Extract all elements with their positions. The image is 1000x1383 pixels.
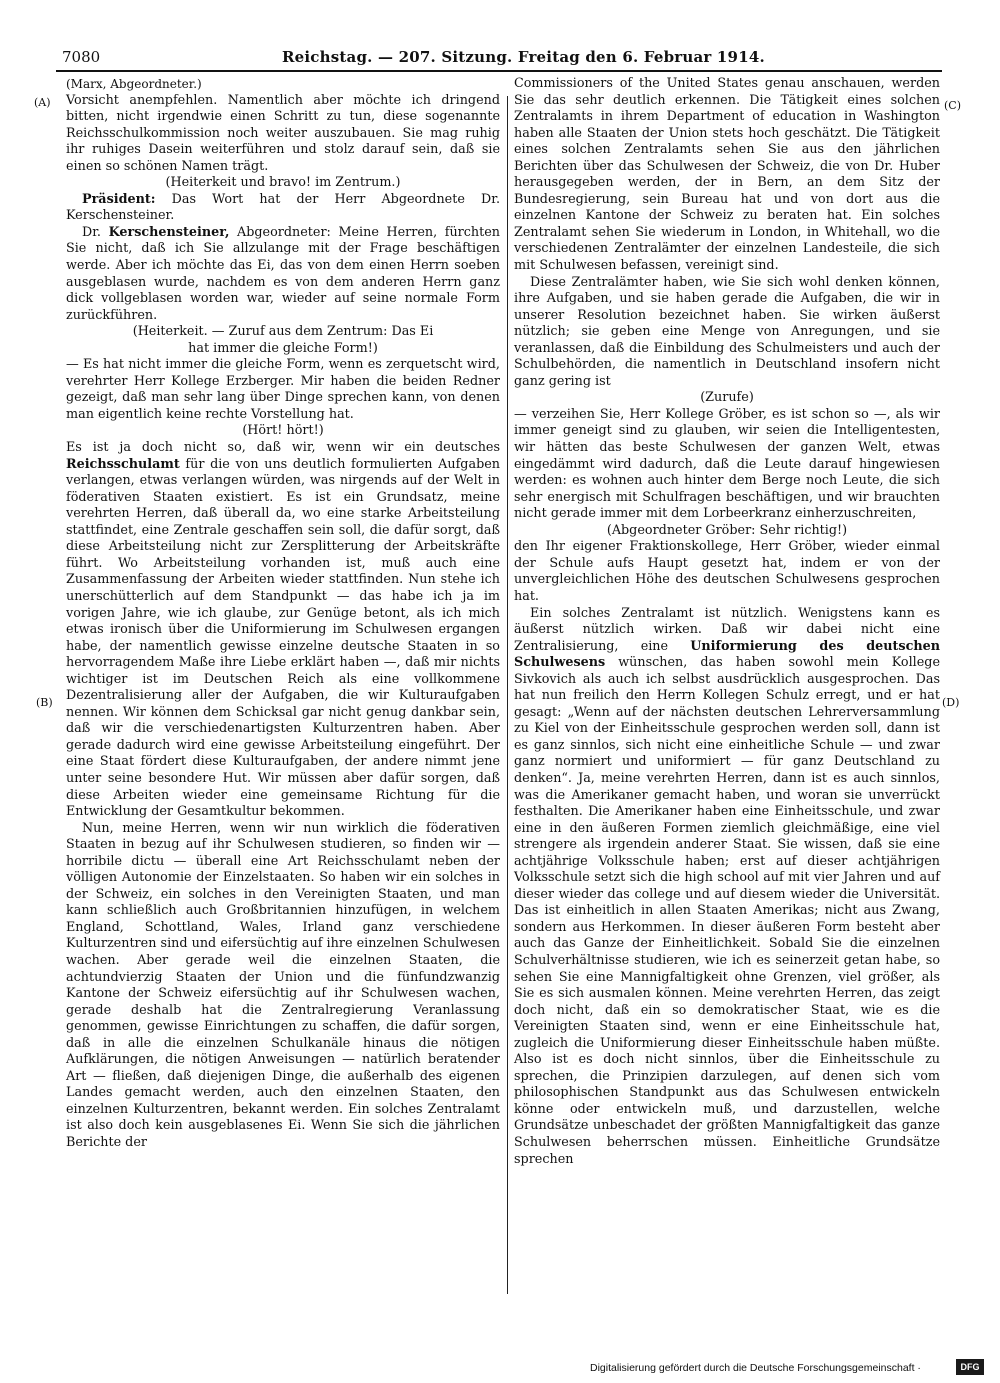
dfg-logo-icon: DFG bbox=[956, 1359, 984, 1375]
speech-text: Ein solches Zentralamt ist nützlich. Wenigstens kann es äußerst nützlich wirken. Daß wir dabei nicht eine Zentralisierung, eine bbox=[514, 605, 940, 654]
speech-text: Es ist ja doch nicht so, daß wir, wenn wir ein deutsches bbox=[66, 440, 500, 456]
margin-marker-b: (B) bbox=[36, 696, 53, 709]
margin-marker-a: (A) bbox=[34, 96, 51, 109]
reaction: (Heiterkeit und bravo! im Zentrum.) bbox=[165, 175, 401, 191]
paragraph: Commissioners of the United States genau anschauen, werden Sie das sehr deutlich erkennen. Die Tätigkeit eines solchen Zentralamts in ihrem Department of education in Washington haben alle Staaten der Union stets hoch geschätzt. Die Tätigkeit eines solchen Zentralamts sehen Sie aus den jährlichen Berichten über das Schulwesen der Schweiz, die von Dr. Huber herausgegeben werden, der in Bern, an dem Sitz der Bundesregierung, sein Bureau hat und von dort aus die einzelnen Kantone der Schweiz zu beraten hat. Ein solches Zentralamt sehen Sie wiederum in London, in Whitehall, wo die verschiedenen Zentralämter der einzelnen Landesteile, die sich mit Schulwesen befassen, vereinigt sind. bbox=[514, 76, 940, 274]
reaction: hat immer die gleiche Form!) bbox=[188, 340, 378, 356]
running-title: Reichstag. — 207. Sitzung. Freitag den 6. Februar 1914. bbox=[282, 48, 765, 66]
page-header bbox=[62, 44, 942, 70]
paragraph bbox=[514, 606, 940, 1169]
speaker-name: Kerschensteiner, bbox=[108, 224, 230, 240]
paragraph bbox=[66, 225, 500, 324]
speech-text: Abgeordneter: Meine Herren, fürchten Sie nicht, daß ich Sie allzulange mit der Frage beschäftigen werde. Aber ich möchte das Ei, das von dem einen Herrn soeben ausgeblasen wurde, nachdem es von dem anderen Herrn ganz dick vollgeblasen worden war, wieder auf seine normale Form zurückführen. bbox=[66, 224, 500, 323]
left-column bbox=[66, 76, 500, 1152]
margin-marker-c: (C) bbox=[944, 99, 961, 112]
paragraph: — Es hat nicht immer die gleiche Form, wenn es zerquetscht wird, verehrter Herr Kollege Erzberger. Mir haben die beiden Redner gezeigt, daß man sehr lang über Dinge sprechen kann, von denen man eigentlich keine rechte Vorstellung hat. bbox=[66, 357, 500, 422]
paragraph: Nun, meine Herren, wenn wir nun wirklich die föderativen Staaten in bezug auf ihr Schulwesen studieren, so finden wir — horribile dictu — überall eine Art Reichsschulamt neben der völligen Autonomie der Einzelstaaten. So haben wir ein solches in der Schweiz, ein solches in den Vereinigten Staaten, und man kann schließlich auch Großbritannien hinzufügen, in welchem England, Schottland, Wales, Irland ganz verschiedene Kulturzentren sind und eifersüchtig auf ihre einzelnen Schulwesen wachen. Aber gerade weil die einzelnen Staaten, die achtundvierzig Staaten der Union und die fünfundzwanzig Kantone der Schweiz eifersüchtig auf ihr Schulwesen wachen, gerade deshalb hat die Zentralregierung Veranlassung genommen, gewisse Einrichtungen zu schaffen, die dafür sorgen, daß in alle die einzelnen Schulkanäle hinaus die nötigen Aufklärungen, die nötigen Anweisungen — natürlich beratender Art — fließen, daß diejenigen Dinge, die außerhalb des eigenen Landes gemacht werden, auch den einzelnen Staaten, den einzelnen Kulturzentren, bekannt werden. Ein solches Zentralamt ist also doch kein ausgeblasenes Ei. Wenn Sie sich die jährlichen Berichte der bbox=[66, 820, 500, 1150]
speaker-title: Dr. bbox=[82, 224, 101, 240]
paragraph: den Ihr eigener Fraktionskollege, Herr Gröber, wieder einmal der Schule aufs Haupt gesetzt hat, indem er von der unvergleichlichen Höhe des deutschen Schulwesens gesprochen hat. bbox=[514, 539, 940, 604]
paragraph: — verzeihen Sie, Herr Kollege Gröber, es ist schon so —, als wir immer geneigt sind zu glauben, wir seien die Intelligentesten, wir hätten das beste Schulwesen der ganzen Welt, etwas eingedämmt wird dadurch, daß die Leute darauf hingewiesen werden: es wohnen auch hinter dem Berge noch Leute, die sich sehr energisch mit Schulfragen beschäftigen, und wir brauchten nicht gerade immer mit dem Lorbeerkranz einherzuschreiten, bbox=[514, 406, 940, 522]
emphasis-term: Uniformierung des deutschen Schulwesens bbox=[514, 638, 940, 671]
speech-text: für die von uns deutlich formulierten Aufgaben verlangen, etwas verlangen würden, was nirgends auf der Welt in föderativen Staaten existiert. Es ist ein Grundsatz, meine verehrten Herren, daß überall da, wo eine starke Arbeitsteilung stattfindet, eine Zentrale geschaffen sein soll, die dafür sorgt, daß diese Arbeitsteilung nicht zur Zersplitterung der Arbeitskräfte führt. Wo Arbeitsteilung vorhanden ist, muß auch eine Zusammenfassung der Arbeiten wieder stattfinden. Nun stehe ich unerschütterlich auf dem Standpunkt — das habe ich ja im vorigen Jahre, wie ich glaube, zur Genüge betont, als ich mich etwas ironisch über die Uniformierung im Schulwesen ergangen habe, der namentlich gewisse einzelne deutsche Staaten in so hervorragendem Maße ihre Liebe erklärt haben —, daß mir nichts wichtiger ist im Deutschen Reich als eine vollkommene Dezentralisierung aller der Aufgaben, die wir Kulturaufgaben nennen. Wir können dem Schicksal gar nicht genug dankbar sein, daß wir die verschiedenartigsten Kulturzentren haben. Aber gerade dadurch wird eine gewisse Arbeitsteilung eingeführt. Der eine Staat fördert diese Kulturaufgaben, der andere nimmt jene unter seine besondere Hut. Wir müssen aber dafür sorgen, daß diese Arbeiten wieder eine gemeinsame Richtung für die Entwicklung der Gesamtkultur bekommen. bbox=[66, 456, 500, 820]
margin-marker-d: (D) bbox=[942, 696, 960, 709]
speech-text: wünschen, das haben sowohl mein Kollege Sivkovich als auch ich selbst ausdrücklich ausgesprochen. Das hat nun freilich den Herrn Kollegen Schulz erregt, und er hat gesagt: „Wenn auf der nächsten deutschen Lehrerversammlung zu Kiel von der Einheitsschule gesprochen werden soll, dann ist es ganz sinnlos, sich nicht eine einheitliche Schule — und zwar ganz normiert und uniformiert — für ganz Deutschland zu denken“. Ja, meine verehrten Herren, dann ist es auch sinnlos, was die Amerikaner gemacht haben, und woran sie unverrückt festhalten. Die Amerikaner haben eine Einheitsschule, und zwar eine in den äußeren Formen ziemlich gleichmäßige, eine viel strengere als irgendein anderer Staat. Sie wissen, daß sie eine achtjährige Volksschule haben; erst auf dieser achtjährigen Volksschule setzt sich die high school auf mit vier Jahren und auf dieser wieder das college und auf diesem wieder die Universität. Das ist einheitlich in allen Staaten Amerikas; nicht aus Zwang, sondern aus Herkommen. In dieser äußeren Form besteht aber auch das Ganze der Einheitlichkeit. Sobald Sie die einzelnen Schulverhältnisse studieren, wie ich es seinerzeit getan habe, so sehen Sie eine Mannigfaltigkeit ohne Grenzen, viel größer, als Sie es sich ausmalen können. Meine verehrten Herren, das zeigt doch nicht, daß ein so demokratischer Staat, wie es die Vereinigten Staaten sind, wenn er eine Einheitsschule hat, zugleich die Uniformierung dieser Einheitsschule haben müßte. Also ist es doch nicht sinnlos, über die Einheitsschule zu sprechen, die Prinzipien darzulegen, auf denen sich vom philosophischen Standpunkt aus das Schulwesen entwickeln könne oder entwickeln muß, und darzustellen, welche Grundsätze unbeschadet der größten Mannigfaltigkeit das ganze Schulwesen beherrschen müssen. Einheitliche Grundsätze sprechen bbox=[514, 655, 940, 1167]
emphasis-term: Reichsschulamt bbox=[66, 456, 180, 472]
column-divider bbox=[507, 96, 508, 1294]
reaction: (Heiterkeit. — Zuruf aus dem Zentrum: Das Ei bbox=[132, 324, 434, 340]
header-rule bbox=[56, 70, 942, 72]
paragraph: Diese Zentralämter haben, wie Sie sich wohl denken können, ihre Aufgaben, und sie haben gerade die Aufgaben, die wir in unserer Resolution bezeichnet haben. Sie wirken äußerst nützlich; sie geben eine Menge von Anregungen, und sie veranlassen, daß die Einbildung des Schulmeisters und auch der Schulbehörden, die namentlich in Deutschland insofern nicht ganz gering ist bbox=[514, 274, 940, 389]
right-column bbox=[514, 76, 940, 1168]
reaction: (Zurufe) bbox=[700, 390, 754, 406]
speaker-name: Präsident: bbox=[82, 191, 156, 207]
reaction: (Hört! hört!) bbox=[242, 423, 324, 439]
page-number: 7080 bbox=[62, 48, 101, 66]
paragraph: Vorsicht anempfehlen. Namentlich aber möchte ich dringend bitten, nicht irgendwie einen Schritt zu tun, diese sogenannte Reichsschulkommission noch weiter auszubauen. Sie mag ruhig ihr ruhiges Dasein weiterführen und stolz darauf sein, daß sie einen so schönen Namen trägt. bbox=[66, 92, 500, 174]
speech-text: Das Wort hat der Herr Abgeordnete Dr. Kerschensteiner. bbox=[66, 191, 500, 224]
paragraph bbox=[66, 192, 500, 225]
speaker-note: (Marx, Abgeordneter.) bbox=[66, 77, 202, 91]
digitization-credit: Digitalisierung gefördert durch die Deutsche Forschungsgemeinschaft · bbox=[590, 1362, 921, 1374]
paragraph bbox=[66, 440, 500, 821]
reaction: (Abgeordneter Gröber: Sehr richtig!) bbox=[606, 522, 848, 538]
